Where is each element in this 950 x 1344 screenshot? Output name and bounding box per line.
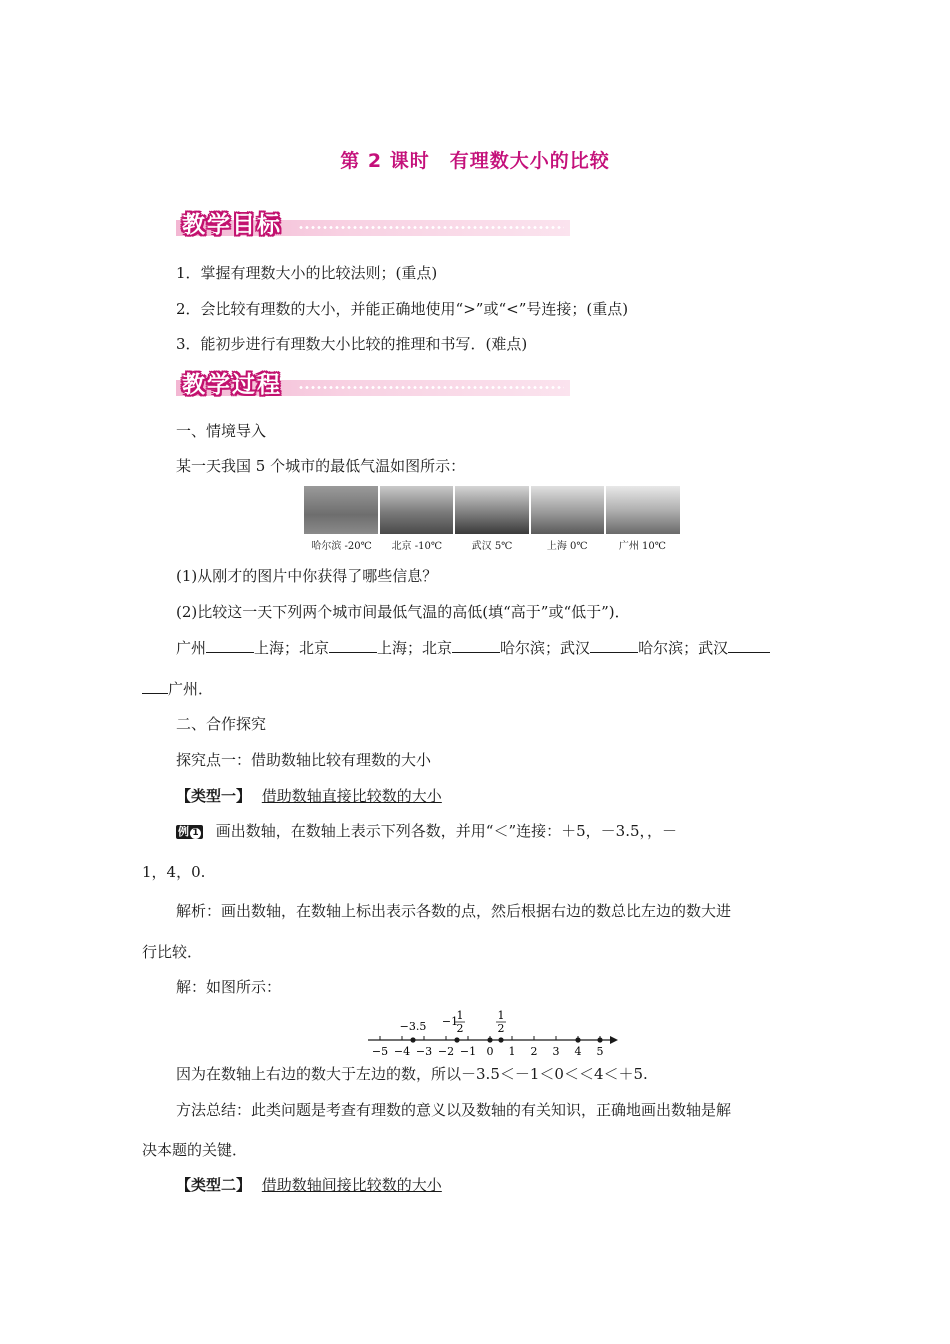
guangzhou-photo [606, 486, 680, 534]
example-badge-number: 1 [190, 828, 201, 839]
city-caption: 北京 -10℃ [391, 541, 443, 552]
point-zero [487, 1037, 492, 1042]
point-half [498, 1037, 503, 1042]
label-fraction-denominator: 2 [497, 1022, 505, 1035]
label-minus-3-5: −3.5 [399, 1020, 427, 1033]
tick-label: 5 [596, 1045, 604, 1058]
banner-process-label: 教学过程 [182, 372, 282, 398]
city-caption: 广州 10℃ [618, 541, 666, 552]
city-photos [304, 486, 680, 534]
answer-blank[interactable] [329, 638, 377, 653]
answer-blank[interactable] [142, 679, 168, 694]
number-line-arrow [610, 1036, 618, 1044]
fill-text: 上海；北京 [254, 639, 330, 657]
point-five [597, 1037, 602, 1042]
method-summary-line-2: 决本题的关键． [142, 1141, 248, 1159]
example-1-line-1 [176, 820, 677, 841]
type-1-tag: 【类型一】 [176, 787, 252, 805]
tick-label: 0 [486, 1045, 494, 1058]
conclusion-text: 因为在数轴上右边的数大于左边的数，所以－3.5＜－1＜0＜＜4＜＋5. [176, 1065, 648, 1083]
example-badge [176, 825, 203, 839]
label-fraction-denominator: 2 [456, 1022, 464, 1035]
type-2-tag: 【类型二】 [176, 1176, 252, 1194]
tick-label: 2 [530, 1045, 538, 1058]
point-minus-3-5 [410, 1037, 415, 1042]
harbin-photo [304, 486, 378, 534]
tick-label: 4 [574, 1045, 582, 1058]
city-captions [304, 537, 680, 552]
fill-in-line-continued [142, 678, 213, 699]
objective-3: 3．能初步进行有理数大小比较的推理和书写．(难点) [176, 335, 528, 353]
type-1-heading [176, 785, 442, 806]
page-title: 第 2 课时 有理数大小的比较 [340, 150, 610, 172]
intro-text: 某一天我国 5 个城市的最低气温如图所示： [176, 457, 466, 475]
type-1-title: 借助数轴直接比较数的大小 [261, 787, 442, 805]
section-heading-1: 一、情境导入 [176, 422, 267, 440]
objective-2: 2．会比较有理数的大小，并能正确地使用“>”或“<”号连接；(重点) [176, 300, 629, 318]
point-labels [400, 1009, 506, 1035]
label-fraction-numerator: 1 [497, 1009, 505, 1022]
objective-1: 1．掌握有理数大小的比较法则；(重点) [176, 264, 438, 282]
banner-objectives [176, 206, 570, 238]
example-badge-text: 例 [178, 825, 189, 838]
city-caption: 武汉 5℃ [471, 541, 513, 552]
tick-label: 1 [508, 1045, 516, 1058]
type-2-heading [176, 1174, 442, 1195]
analysis-line-1: 解析：画出数轴，在数轴上标出表示各数的点，然后根据右边的数总比左边的数大进 [176, 902, 732, 920]
method-summary-line-1: 方法总结：此类问题是考查有理数的意义以及数轴的有关知识，正确地画出数轴是解 [176, 1101, 732, 1119]
city-caption: 上海 0℃ [546, 541, 588, 552]
example-1-text: 画出数轴，在数轴上表示下列各数，并用“＜”连接：＋5，－3.5，，－ [215, 822, 678, 840]
fill-in-line [176, 637, 770, 658]
tick-label: −5 [371, 1045, 389, 1058]
answer-blank[interactable] [206, 638, 254, 653]
tick-label: −3 [415, 1045, 433, 1058]
answer-blank[interactable] [452, 638, 500, 653]
tick-label: −4 [393, 1045, 411, 1058]
tick-labels [372, 1045, 604, 1058]
fill-text: 哈尔滨；武汉 [638, 639, 729, 657]
banner-process [176, 366, 570, 398]
banner-objectives-label: 教学目标 [182, 212, 282, 238]
shanghai-photo [531, 486, 605, 534]
tick-label: −1 [459, 1045, 477, 1058]
beijing-photo [380, 486, 454, 534]
answer-blank[interactable] [590, 638, 638, 653]
type-2-title: 借助数轴间接比较数的大小 [261, 1176, 442, 1194]
city-caption: 哈尔滨 -20℃ [311, 541, 372, 552]
tick-label: 3 [552, 1045, 560, 1058]
example-1-line-2: 1，4，0. [142, 863, 206, 881]
explore-point-1: 探究点一：借助数轴比较有理数的大小 [176, 751, 432, 769]
tick-label: −2 [437, 1045, 455, 1058]
label-minus-1: −1 [441, 1015, 459, 1028]
question-1: (1)从刚才的图片中你获得了哪些信息？ [176, 567, 438, 585]
section-heading-2: 二、合作探究 [176, 715, 267, 733]
answer-blank[interactable] [728, 638, 770, 653]
label-fraction-numerator: 1 [456, 1009, 464, 1022]
wuhan-photo [455, 486, 529, 534]
analysis-line-2: 行比较． [142, 943, 203, 961]
question-2: (2)比较这一天下列两个城市间最低气温的高低(填“高于”或“低于”)． [176, 603, 630, 621]
point-four [575, 1037, 580, 1042]
fill-text: 广州 [176, 639, 207, 657]
fill-text: 广州． [168, 680, 214, 698]
fill-text: 哈尔滨；武汉 [500, 639, 591, 657]
number-line-figure [360, 1003, 620, 1063]
solution-text: 解：如图所示： [176, 978, 282, 996]
point-minus-1-half [454, 1037, 459, 1042]
fill-text: 上海；北京 [377, 639, 453, 657]
